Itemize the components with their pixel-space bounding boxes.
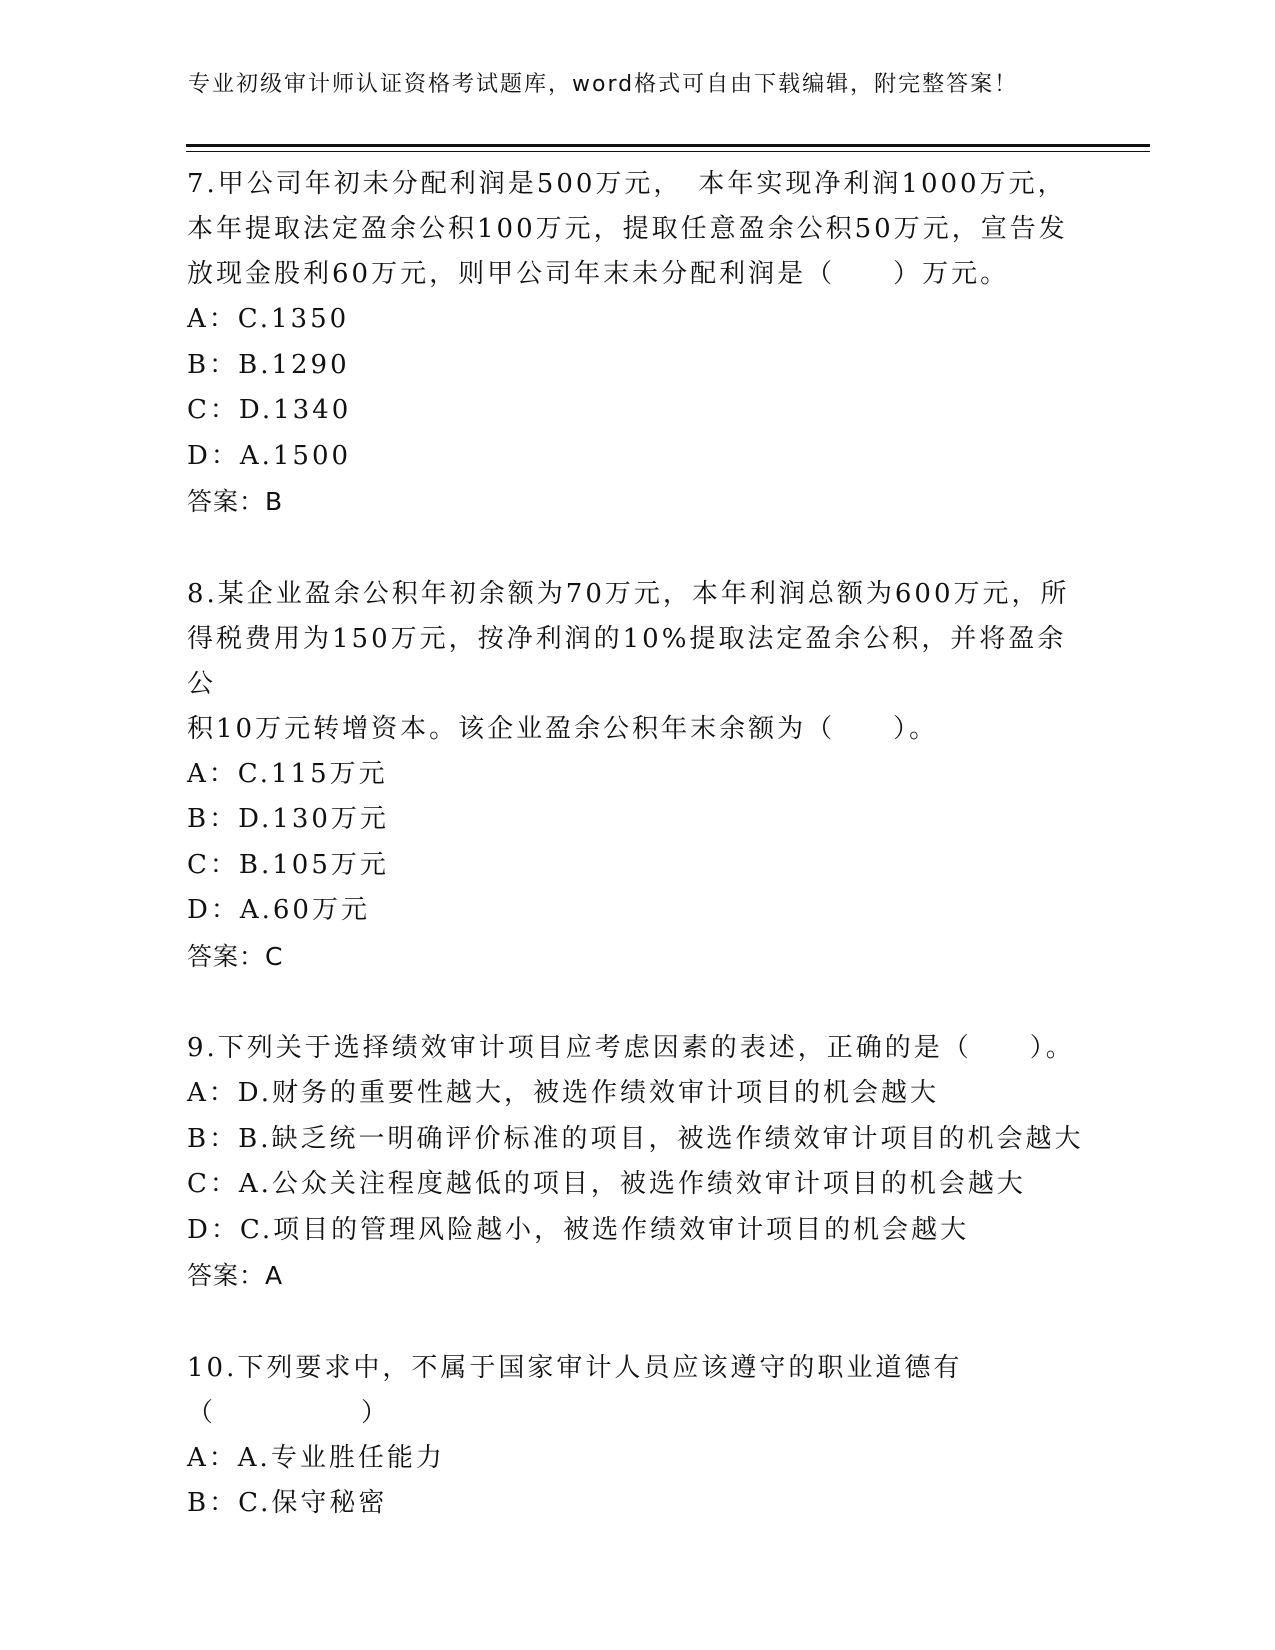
question-stem: 8.某企业盈余公积年初余额为70万元，本年利润总额为600万元，所 得税费用为150万元，按净利润的10%提取法定盈余公积，并将盈余公 积10万元转增资本。该企业盈余公积年末余额为（ ）。 (187, 578, 1070, 744)
option-c: C：B.105万元 (187, 849, 389, 880)
question-9 (187, 1026, 1087, 1299)
option-d: D：C.项目的管理风险越小，被选作绩效审计项目的机会越大 (187, 1214, 970, 1245)
option-c: C：D.1340 (187, 395, 352, 425)
question-7 (187, 162, 1087, 525)
header-divider-thin (186, 151, 1150, 152)
option-d: D：A.60万元 (187, 895, 370, 925)
option-b: B：C.保守秘密 (187, 1488, 388, 1518)
answer-line: 答案：A (187, 1261, 284, 1290)
option-d: D：A.1500 (187, 440, 352, 471)
question-8 (187, 572, 1087, 980)
question-stem: 7.甲公司年初未分配利润是500万元， 本年实现净利润1000万元， 本年提取法定盈余公积100万元，提取任意盈余公积50万元，宣告发 放现金股利60万元，则甲公司年末未分配利润是（ ）万元。 (187, 169, 1068, 289)
question-stem: 10.下列要求中，不属于国家审计人员应该遵守的职业道德有 （ ） (187, 1352, 963, 1428)
question-list (187, 162, 1087, 1574)
answer-line: 答案：B (187, 487, 284, 516)
option-c: C：A.公众关注程度越低的项目，被选作绩效审计项目的机会越大 (187, 1169, 1026, 1199)
answer-line: 答案：C (187, 941, 284, 971)
option-b: B：D.130万元 (187, 804, 389, 834)
page-header: 专业初级审计师认证资格考试题库，word格式可自由下载编辑，附完整答案！ (188, 72, 1019, 97)
option-a: A：C.115万元 (187, 758, 388, 789)
option-a: A：D.财务的重要性越大，被选作绩效审计项目的机会越大 (187, 1078, 939, 1108)
header-divider-thick (186, 144, 1150, 147)
option-b: B：B.缺乏统一明确评价标准的项目，被选作绩效审计项目的机会越大 (187, 1123, 1084, 1154)
option-a: A：C.1350 (187, 304, 350, 334)
question-stem: 9.下列关于选择绩效审计项目应考虑因素的表述，正确的是（ ）。 (187, 1033, 1075, 1063)
question-10 (187, 1346, 1087, 1527)
option-b: B：B.1290 (187, 349, 350, 380)
option-a: A：A.专业胜任能力 (187, 1442, 445, 1473)
